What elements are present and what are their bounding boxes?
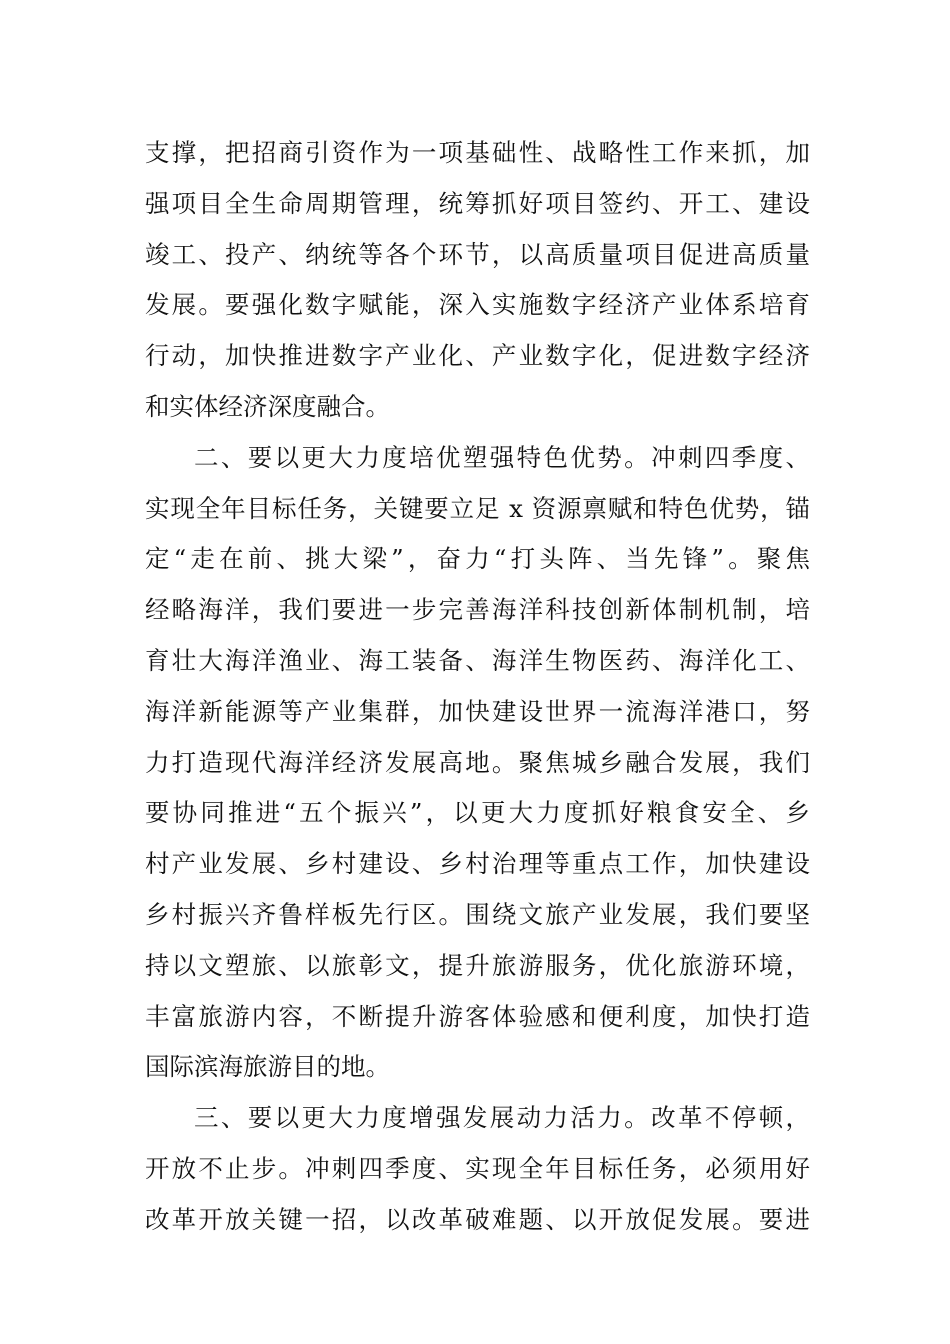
text-line: 育壮大海洋渔业、海工装备、海洋生物医药、海洋化工、 <box>145 645 810 675</box>
text-line: 行动，加快推进数字产业化、产业数字化，促进数字经济 <box>145 341 810 371</box>
text-line: 支撑，把招商引资作为一项基础性、战略性工作来抓，加 <box>145 138 810 167</box>
text-line: 发展。要强化数字赋能，深入实施数字经济产业体系培育 <box>145 290 810 320</box>
text-line: 定“走在前、挑大梁”，奋力“打头阵、当先锋”。聚焦 <box>145 544 810 574</box>
text-line: 国际滨海旅游目的地。 <box>145 1052 390 1082</box>
text-line: 要协同推进“五个振兴”，以更大力度抓好粮食安全、乡 <box>145 798 810 828</box>
text-line: 实现全年目标任务，关键要立足 x 资源禀赋和特色优势，锚 <box>145 493 810 523</box>
body-text <box>145 128 810 1246</box>
text-line: 强项目全生命周期管理，统筹抓好项目签约、开工、建设 <box>145 188 810 218</box>
text-line: 乡村振兴齐鲁样板先行区。围绕文旅产业发展，我们要坚 <box>145 899 810 929</box>
text-line: 二、要以更大力度培优塑强特色优势。冲刺四季度、 <box>194 442 810 472</box>
text-line: 村产业发展、乡村建设、乡村治理等重点工作，加快建设 <box>145 849 810 879</box>
text-line: 三、要以更大力度增强发展动力活力。改革不停顿， <box>194 1103 810 1133</box>
text-line: 开放不止步。冲刺四季度、实现全年目标任务，必须用好 <box>145 1153 810 1183</box>
text-line: 丰富旅游内容，不断提升游客体验感和便利度，加快打造 <box>145 1001 810 1031</box>
text-line: 持以文塑旅、以旅彰文，提升旅游服务，优化旅游环境， <box>145 950 810 980</box>
text-line: 经略海洋，我们要进一步完善海洋科技创新体制机制，培 <box>145 595 810 625</box>
text-line: 海洋新能源等产业集群，加快建设世界一流海洋港口，努 <box>145 696 810 726</box>
text-line: 力打造现代海洋经济发展高地。聚焦城乡融合发展，我们 <box>145 747 810 777</box>
text-line: 竣工、投产、纳统等各个环节，以高质量项目促进高质量 <box>145 239 810 269</box>
text-line: 改革开放关键一招，以改革破难题、以开放促发展。要进 <box>145 1204 810 1234</box>
text-line: 和实体经济深度融合。 <box>145 391 390 421</box>
